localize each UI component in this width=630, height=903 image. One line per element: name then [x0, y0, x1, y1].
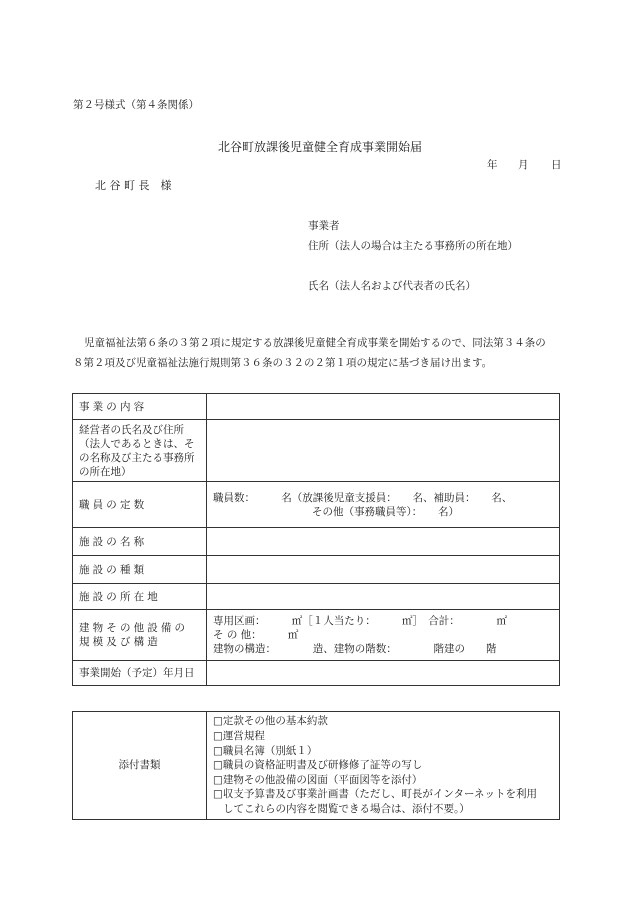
table-row [73, 712, 560, 820]
table-row [73, 556, 560, 584]
table-row [73, 610, 560, 661]
staff-count-line2: その他（事務職員等）： 名） [312, 505, 459, 518]
table-row [73, 661, 560, 686]
addressee: 北 谷 町 長 様 [95, 179, 172, 192]
applicant-label: 事業者 [308, 220, 340, 232]
value-facility-name [207, 528, 560, 556]
table-row [73, 584, 560, 610]
value-operator [207, 420, 560, 482]
table-row [73, 394, 560, 420]
application-table [72, 393, 560, 686]
building-area-line: 専用区画： ㎡［１人当たり： ㎡］ 合計： ㎡ [213, 615, 507, 627]
applicant-name: 氏名（法人名および代表者の氏名） [308, 280, 476, 292]
form-number: 第２号様式（第４条関係） [73, 99, 199, 111]
value-staff-count [207, 482, 560, 528]
document-title: 北谷町放課後児童健全育成事業開始届 [218, 140, 423, 154]
attachment-item: □職員の資格証明書及び研修修了証等の写し [213, 759, 423, 772]
label-facility-location: 施設の所在地 [73, 584, 207, 610]
building-structure-line: 建物の構造： 造、建物の階数： 階建の 階 [213, 643, 497, 655]
table-row [73, 482, 560, 528]
table-row [73, 420, 560, 482]
attachments-label: 添付書類 [73, 712, 207, 820]
attachment-item-continuation: してこれらの内容を閲覧できる場合は、添付不要。） [223, 802, 470, 815]
label-start-date: 事業開始（予定）年月日 [73, 661, 207, 686]
value-building [207, 610, 560, 661]
body-text-line1: 児童福祉法第６条の３第２項に規定する放課後児童健全育成事業を開始するので、同法第３４条の [84, 337, 546, 349]
label-facility-name: 施設の名称 [73, 528, 207, 556]
value-start-date [207, 661, 560, 686]
table-row [73, 528, 560, 556]
date-day: 日 [551, 159, 562, 171]
value-business-content [207, 394, 560, 420]
building-label-line1: 建物その他設備の [79, 622, 189, 634]
attachment-item: □建物その他設備の図面（平面図等を添付） [213, 773, 423, 786]
attachment-item: □収支予算書及び事業計画書（ただし、町長がインターネットを利用 [213, 788, 537, 801]
body-text-line2: ８第２項及び児童福祉法施行規則第３６条の３２の２第１項の規定に基づき届け出ます。 [73, 357, 493, 369]
label-business-content: 事業の内容 [73, 394, 207, 420]
building-label-line2: 規模及び構造 [79, 636, 161, 648]
attachment-item: □職員名簿（別紙１） [213, 744, 318, 757]
date-year: 年 [487, 159, 498, 171]
attachment-item: □定款その他の基本約款 [213, 715, 328, 728]
label-facility-type: 施設の種類 [73, 556, 207, 584]
attachments-list [207, 712, 560, 820]
building-other-line: そ の 他： ㎡ [213, 629, 299, 641]
value-facility-type [207, 556, 560, 584]
date-month: 月 [518, 159, 529, 171]
attachments-table [72, 711, 560, 820]
attachment-item: □運営規程 [213, 730, 265, 743]
label-operator: 経営者の氏名及び住所（法人であるときは、その名称及び主たる事務所の所在地） [73, 420, 207, 482]
staff-count-line1: 職員数： 名（放課後児童支援員： 名、補助員： 名、 [213, 491, 513, 504]
applicant-address: 住所（法人の場合は主たる事務所の所在地） [308, 240, 518, 252]
label-building [73, 610, 207, 661]
value-facility-location [207, 584, 560, 610]
label-staff-count: 職員の定数 [73, 482, 207, 528]
